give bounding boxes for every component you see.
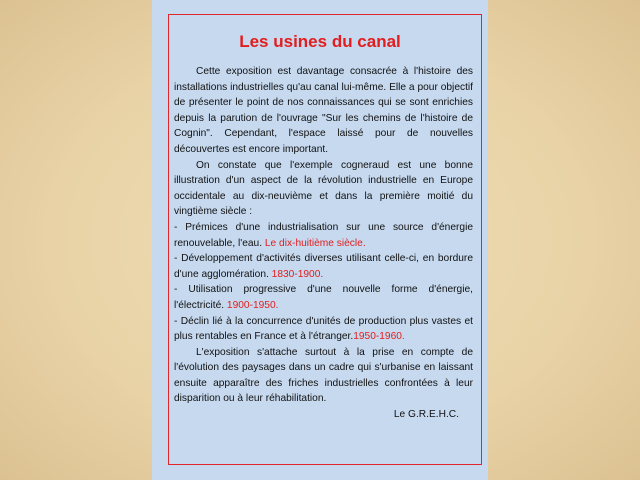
list-item (174, 251, 473, 282)
list-item-text: - Développement d'activités diverses utilisant celle-ci, en bordure d'une agglomération. (174, 253, 473, 280)
list-item-text: - Prémices d'une industrialisation sur une source d'énergie renouvelable, l'eau. (174, 221, 473, 249)
signature: Le G.R.E.H.C. (393, 409, 459, 421)
list-item-text: - Déclin lié à la concurrence d'unités de production plus vastes et plus rentables en France et à l'étranger. (174, 315, 473, 343)
paragraph-context: On constate que l'exemple cogneraud est une bonne illustration d'un aspect de la révolution industrielle en Europe occidentale au dix-neuvième et dans la première moitié du vingtième siècle : (174, 159, 473, 218)
list-item-period: 1830-1900. (271, 268, 324, 280)
list-item (174, 314, 473, 345)
list-item-period: 1950-1960. (353, 331, 405, 343)
article-body (174, 64, 473, 423)
paragraph-conclusion: L'exposition s'attache surtout à la prise en compte de l'évolution des paysages dans un cadre qui s'urbanise en laissant ensuite apparaître des friches industrielles confrontées à leur disparition ou à leur réhabilitation. (174, 346, 473, 405)
page-title: Les usines du canal (239, 32, 401, 51)
list-item-period: 1900-1950. (226, 299, 279, 311)
list-item (174, 220, 473, 251)
list-item-text: - Utilisation progressive d'une nouvelle forme d'énergie, l'électricité. (174, 284, 473, 311)
paragraph-intro: Cette exposition est davantage consacrée à l'histoire des installations industrielles qu'au canal lui-même. Elle a pour objectif de présenter le point de nos connaissances qui se sont enrichies depuis la parution de l'ouvrage "Sur les chemins de l'histoire de Cognin". Cependant, l'espace laissé pour de nouvelles découvertes est encore important. (174, 66, 473, 155)
list-item (174, 282, 473, 313)
list-item-period: Le dix-huitième siècle. (264, 237, 366, 249)
